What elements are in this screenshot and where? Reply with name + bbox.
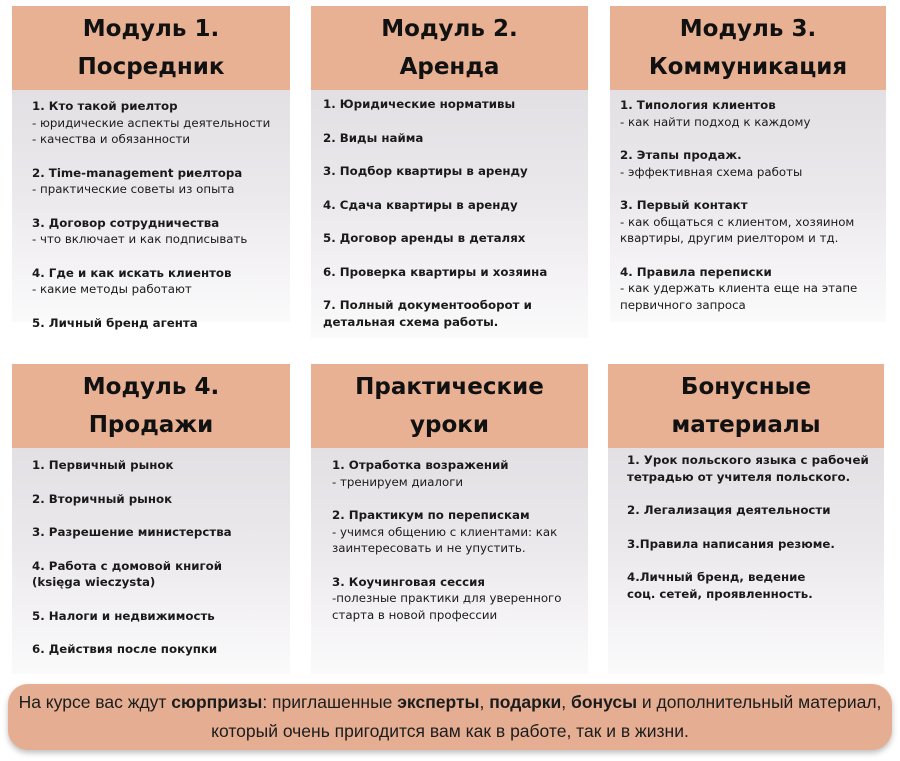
item-title: 2. Этапы продаж. bbox=[620, 148, 742, 162]
list-item bbox=[32, 558, 276, 591]
list-item bbox=[32, 491, 276, 508]
item-title: 2. Time-management риелтора bbox=[32, 165, 243, 180]
module-card-header bbox=[12, 364, 290, 448]
item-title: 1. Юридические нормативы bbox=[323, 97, 516, 111]
list-item bbox=[620, 97, 872, 130]
item-title: 2. Практикум по перепискам bbox=[332, 508, 530, 522]
item-desc: - как удержать клиента еще на этапе первичного запроса bbox=[620, 281, 858, 312]
list-item bbox=[32, 457, 276, 474]
list-item bbox=[332, 574, 574, 624]
item-desc: - как найти подход к каждому bbox=[620, 114, 811, 129]
surprises-banner bbox=[8, 684, 892, 750]
list-item bbox=[323, 130, 574, 147]
module-card-header bbox=[12, 6, 290, 90]
item-title: 2. Виды найма bbox=[323, 130, 424, 145]
list-item bbox=[620, 264, 872, 314]
item-desc: - юридические аспекты деятельности - качества и обязанности bbox=[32, 115, 271, 146]
item-desc: - как общаться с клиентом, хозяином квартиры, другим риелтором и тд. bbox=[620, 214, 855, 245]
item-title: 6. Действия после покупки bbox=[32, 642, 218, 656]
module-card-3 bbox=[610, 6, 886, 322]
list-item bbox=[32, 608, 276, 625]
list-item bbox=[627, 536, 874, 553]
module-title-line: Модуль 2. bbox=[381, 16, 518, 42]
module-title-line: Продажи bbox=[88, 412, 214, 438]
module-card-1 bbox=[12, 6, 290, 330]
module-title-line: Посредник bbox=[77, 54, 225, 80]
module-items bbox=[12, 90, 290, 339]
item-title: 4. Работа с домовой книгой (księga wieczysta) bbox=[32, 558, 223, 589]
banner-highlight: бонусы bbox=[571, 692, 638, 712]
list-item bbox=[32, 215, 276, 248]
module-title-line: материалы bbox=[671, 412, 821, 438]
module-card-header bbox=[608, 364, 884, 448]
item-title: 4.Личный бренд, ведение соц. сетей, проявленность. bbox=[627, 570, 813, 601]
module-title-line: Коммуникация bbox=[648, 54, 848, 80]
banner-text: , bbox=[561, 692, 572, 712]
module-title-line: Модуль 3. bbox=[679, 16, 817, 42]
item-title: 1. Первичный рынок bbox=[32, 458, 174, 472]
banner-highlight: эксперты bbox=[397, 692, 480, 712]
banner-text: На курсе вас ждут bbox=[18, 692, 172, 712]
module-card-header bbox=[311, 364, 588, 448]
item-desc: - какие методы работают bbox=[32, 282, 192, 296]
list-item bbox=[620, 197, 872, 247]
list-item bbox=[323, 96, 574, 113]
banner-text: , bbox=[479, 692, 490, 712]
module-card-header bbox=[610, 6, 886, 90]
item-title: 6. Проверка квартиры и хозяина bbox=[323, 264, 548, 279]
item-title: 5. Налоги и недвижимость bbox=[32, 608, 215, 623]
list-item bbox=[332, 457, 574, 490]
module-card-practical bbox=[311, 364, 588, 674]
item-desc: - учимся общению с клиентами: как заинтересовать и не упустить. bbox=[332, 524, 558, 555]
module-card-4 bbox=[12, 364, 290, 674]
item-title: 3.Правила написания резюме. bbox=[627, 536, 835, 551]
list-item bbox=[627, 502, 874, 519]
item-title: 7. Полный документооборот и детальная схема работы. bbox=[323, 298, 532, 329]
item-title: 3. Подбор квартиры в аренду bbox=[323, 164, 528, 178]
module-title-line: Бонусные bbox=[680, 374, 812, 400]
item-title: 4. Сдача квартиры в аренду bbox=[323, 197, 518, 212]
banner-highlight: подарки bbox=[489, 692, 562, 712]
module-items bbox=[12, 448, 290, 666]
item-desc: - практические советы из опыта bbox=[32, 182, 235, 196]
item-title: 3. Договор сотрудничества bbox=[32, 215, 220, 230]
module-items bbox=[311, 448, 588, 631]
list-item bbox=[627, 452, 874, 485]
list-item bbox=[323, 197, 574, 214]
module-title-line: уроки bbox=[410, 412, 489, 438]
item-title: 4. Правила переписки bbox=[620, 264, 772, 279]
item-title: 1. Кто такой риелтор bbox=[32, 99, 178, 113]
list-item bbox=[323, 163, 574, 180]
item-desc: - тренируем диалоги bbox=[332, 474, 464, 489]
module-card-header bbox=[311, 6, 588, 90]
list-item bbox=[323, 297, 574, 330]
banner-text: и дополнительный материал, который очень пригодится вам как в работе, так и в жизни. bbox=[211, 692, 882, 741]
module-title-line: Аренда bbox=[399, 54, 500, 80]
list-item bbox=[32, 524, 276, 541]
list-item bbox=[323, 230, 574, 247]
item-title: 5. Договор аренды в деталях bbox=[323, 231, 526, 245]
item-title: 1. Типология клиентов bbox=[620, 98, 776, 112]
list-item bbox=[32, 165, 276, 198]
list-item bbox=[32, 315, 276, 332]
item-title: 1. Урок польского языка с рабочей тетрадью от учителя польского. bbox=[627, 453, 869, 484]
module-card-bonus bbox=[608, 364, 884, 674]
list-item bbox=[332, 507, 574, 557]
item-title: 3. Коучинговая сессия bbox=[332, 574, 485, 589]
item-title: 1. Отработка возражений bbox=[332, 458, 509, 472]
list-item bbox=[32, 98, 276, 148]
list-item bbox=[32, 641, 276, 658]
banner-highlight: сюрпризы bbox=[171, 692, 263, 712]
list-item bbox=[323, 264, 574, 281]
module-title-line: Практические bbox=[355, 374, 544, 400]
module-card-2 bbox=[311, 6, 588, 338]
item-desc: - что включает и как подписывать bbox=[32, 232, 248, 246]
item-title: 2. Вторичный рынок bbox=[32, 491, 173, 506]
list-item bbox=[32, 265, 276, 298]
list-item bbox=[627, 569, 874, 602]
module-title-line: Модуль 1. bbox=[82, 16, 220, 42]
module-items bbox=[608, 448, 884, 610]
list-item bbox=[620, 147, 872, 180]
module-items bbox=[610, 90, 886, 321]
item-title: 2. Легализация деятельности bbox=[627, 503, 831, 517]
item-desc: -полезные практики для уверенного старта в новой профессии bbox=[332, 591, 562, 622]
module-title-line: Модуль 4. bbox=[82, 374, 220, 400]
item-title: 4. Где и как искать клиентов bbox=[32, 265, 232, 280]
item-desc: - эффективная схема работы bbox=[620, 164, 803, 179]
module-items bbox=[311, 90, 588, 338]
item-title: 3. Первый контакт bbox=[620, 198, 748, 212]
item-title: 3. Разрешение министерства bbox=[32, 525, 232, 539]
banner-text: : приглашенные bbox=[262, 692, 398, 712]
item-title: 5. Личный бренд агента bbox=[32, 315, 198, 330]
